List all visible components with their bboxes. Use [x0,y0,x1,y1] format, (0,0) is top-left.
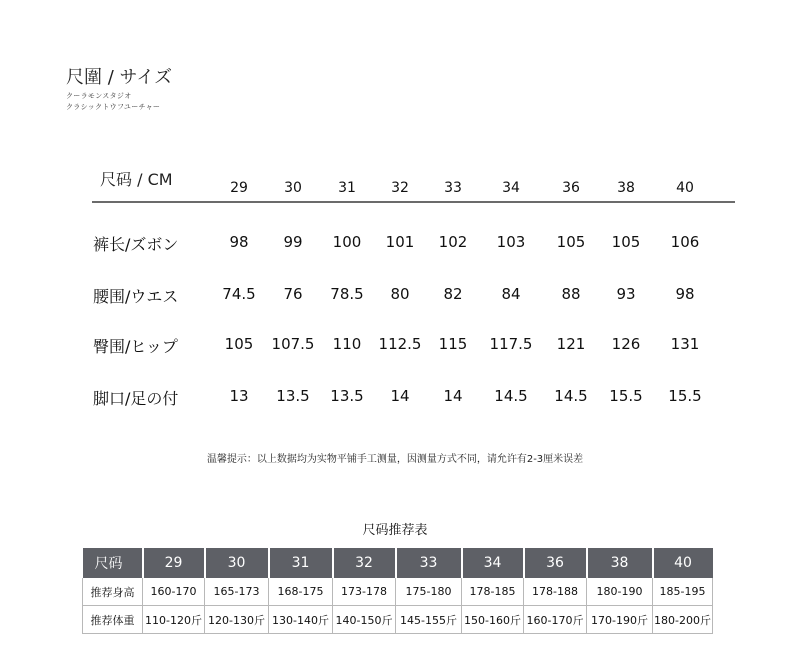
size-cell: 88 [561,285,581,303]
recommendation-size-cell: 36 [524,548,587,578]
size-header-cell: 33 [444,180,462,196]
recommendation-size-cell: 38 [587,548,653,578]
size-header-cell: 40 [676,180,694,196]
size-cell: 74.5 [222,285,256,303]
recommendation-cell: 165-173 [205,578,269,606]
recommendation-cell: 175-180 [396,578,462,606]
size-cell: 13.5 [276,387,310,405]
size-cell: 126 [611,335,641,353]
size-cell: 110 [332,335,362,353]
table-row [83,578,713,606]
size-cell: 13 [229,387,249,405]
size-cell: 102 [438,233,468,251]
recommendation-cell: 180-200斤 [653,606,713,634]
recommendation-cell: 173-178 [333,578,396,606]
size-header-cell: 30 [284,180,302,196]
size-cell: 115 [438,335,468,353]
size-cell: 84 [501,285,521,303]
size-header-label: 尺码 / CM [100,170,173,189]
recommendation-cell: 160-170斤 [524,606,587,634]
size-cell: 14 [443,387,463,405]
recommendation-cell: 180-190 [587,578,653,606]
size-header-cell: 32 [391,180,409,196]
size-cell: 100 [332,233,362,251]
size-cell: 105 [611,233,641,251]
recommendation-size-cell: 40 [653,548,713,578]
recommendation-size-cell: 30 [205,548,269,578]
recommendation-size-cell: 34 [462,548,524,578]
size-header-cell: 29 [230,180,248,196]
recommendation-cell: 178-188 [524,578,587,606]
size-cell: 93 [616,285,636,303]
size-cell: 131 [670,335,700,353]
size-header-cell: 31 [338,180,356,196]
size-header-cell: 36 [562,180,580,196]
recommendation-cell: 170-190斤 [587,606,653,634]
recommendation-header-label: 尺码 [83,548,143,578]
recommendation-table [82,548,713,634]
size-cell: 14.5 [494,387,528,405]
recommendation-cell: 140-150斤 [333,606,396,634]
size-cell: 82 [443,285,463,303]
recommendation-title: 尺码推荐表 [362,523,428,538]
recommendation-cell: 120-130斤 [205,606,269,634]
size-cell: 80 [390,285,410,303]
recommendation-size-cell: 32 [333,548,396,578]
size-header-cell: 34 [502,180,520,196]
recommendation-cell: 130-140斤 [269,606,333,634]
size-cell: 101 [385,233,415,251]
recommendation-size-cell: 29 [143,548,205,578]
recommendation-row-label: 推荐身高 [83,578,143,606]
brand-subtitle-secondary: クラシックトウフユーチャー [66,103,161,111]
table-row [83,606,713,634]
size-row-label: 裤长/ズボン [93,235,179,254]
size-cell: 112.5 [378,335,422,353]
size-row-label: 脚口/足の付 [93,389,179,408]
size-row-label: 臀围/ヒップ [93,337,178,356]
recommendation-cell: 110-120斤 [143,606,205,634]
size-cell: 107.5 [271,335,315,353]
recommendation-size-cell: 33 [396,548,462,578]
size-cell: 105 [224,335,254,353]
recommendation-cell: 160-170 [143,578,205,606]
size-cell: 14.5 [554,387,588,405]
size-cell: 13.5 [330,387,364,405]
size-cell: 98 [229,233,249,251]
size-cell: 78.5 [330,285,364,303]
recommendation-header-row [83,548,713,578]
size-cell: 14 [390,387,410,405]
size-cell: 99 [283,233,303,251]
recommendation-cell: 168-175 [269,578,333,606]
size-cell: 103 [496,233,526,251]
recommendation-cell: 178-185 [462,578,524,606]
header-divider [92,201,735,203]
size-cell: 15.5 [609,387,643,405]
recommendation-cell: 145-155斤 [396,606,462,634]
recommendation-row-label: 推荐体重 [83,606,143,634]
size-row-label: 腰围/ウエス [93,287,179,306]
size-cell: 117.5 [489,335,533,353]
recommendation-size-cell: 31 [269,548,333,578]
measurement-note: 温馨提示：以上数据均为实物平铺手工测量，因测量方式不同，请允许有2-3厘米误差 [206,454,584,465]
size-cell: 121 [556,335,586,353]
size-header-cell: 38 [617,180,635,196]
size-cell: 76 [283,285,303,303]
brand-subtitle: クーラモンスタジオ [66,92,132,100]
page-title: 尺圍 / サイズ [66,67,173,88]
size-cell: 15.5 [668,387,702,405]
recommendation-cell: 150-160斤 [462,606,524,634]
recommendation-cell: 185-195 [653,578,713,606]
size-cell: 98 [675,285,695,303]
size-cell: 105 [556,233,586,251]
size-cell: 106 [670,233,700,251]
